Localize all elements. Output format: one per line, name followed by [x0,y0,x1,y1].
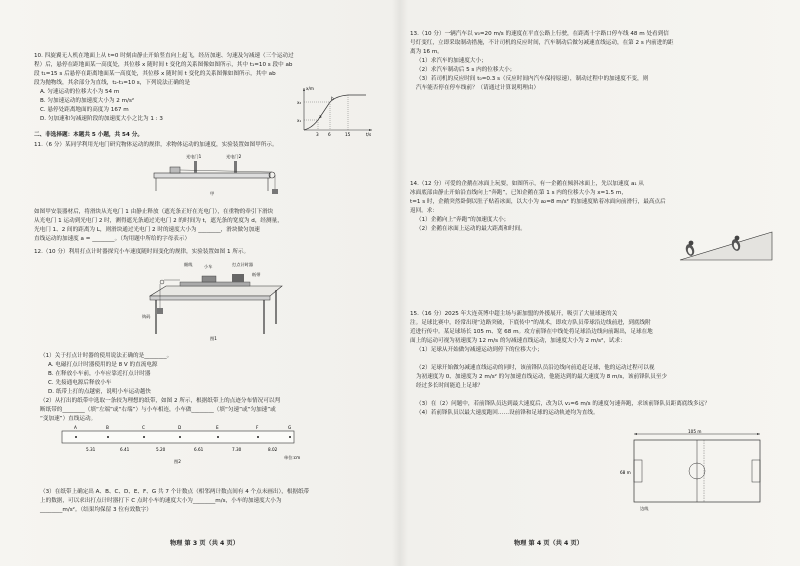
fig12-label-cart: 小车 [204,264,213,269]
q12-part2-line-1: （2）从打出的纸带中选取一条较为理想的纸带，如图 2 所示，根据纸带上的点迹分布情况可以判 [40,398,281,404]
field-sideline-label: 边线 [640,506,649,511]
q12-part2-line-3: “变加速”）直线运动。 [40,416,97,422]
q14-slope-figure [678,226,774,262]
q14-line-2: 冰面底部由静止开始沿直线向上“奔跑”，已知企鹅在第 1 s 内的位移大小为 x=1.5 m， [410,190,627,196]
gate-1-label: 光电门1 [186,154,202,159]
graph-point-b: b [331,96,334,101]
q13-line-2: 号灯变红，立即采取制动措施，不计司机的反应时间，汽车制动后做匀减速直线运动，在第 2 s 内前进的距 [410,40,674,46]
q15-part-1: （1）足球从开始做匀减速运动到停下的位移大小； [416,347,543,353]
gate-2-label: 光电门2 [226,154,242,159]
tape-gap-5: 7.30 [232,447,242,452]
q12-option-c: C. 先接通电源后释放小车 [48,380,112,386]
fig12-caption: 图1 [210,336,217,341]
q11-apparatus-figure [150,151,280,197]
tape-point-e: E [216,425,219,430]
q12-line-1: 12.（10 分）利用打点计时器探究小车速度随时间变化的规律，实验装置如图 1 所示。 [34,249,250,255]
q12-option-d: D. 纸带上打的点越密，说明小车运动越快 [48,389,151,395]
q12-part3-line-1: （3）在纸带上确定出 A、B、C、D、E、F、G 共 7 个计数点（相邻两计数点间有 4 个点未画出），根据纸带 [40,489,310,495]
q10-line-2: 程）后，悬停在距地面某一高度处，其位移 x 随时间 t 变化的关系图像如图所示，其中 t₁=10 s 段中 ab [34,62,293,68]
tape-point-g: G [288,425,292,430]
q13-part-1: （1）求汽车的加速度大小； [416,58,487,64]
tape-gap-3: 5.20 [156,447,166,452]
q12-tape-figure [58,425,308,465]
fig12-label-timer: 打点计时器 [232,262,253,267]
fig11-label: 甲 [210,191,215,196]
q11-line-2: 如图甲安装器材后，将滑块从光电门 1 由静止释放（遮光条正好在光电门），在重物的牵引下滑块 [34,209,274,215]
q12-option-b: B. 在释放小车前，小车应靠近打点计时器 [48,371,151,377]
q11-line-5: 直线运动的加速度 a = ________。（均用题中所给的字母表示） [34,236,191,242]
q12-part3-line-2: 上的数据，可以求出打点计时器打下 C 点时小车的速度大小为________m/s，小车的加速度大小为 [40,498,282,504]
q13-part-3-line-2: 汽车能否停在停车线前？（请通过计算说明理由） [416,85,540,91]
q15-part-2-line-2: 为初速度为 0、加速度为 2 m/s² 的匀加速直线运动，他能达到的最大速度为 8 m/s，该前锋队员至少 [416,374,668,380]
tape-caption: 图2 [174,459,181,464]
tape-gap-2: 6.41 [120,447,130,452]
q14-part-1: （1）企鹅向上“奔跑”的加速度大小； [416,217,510,223]
tape-gap-1: 5.31 [86,447,96,452]
q12-part2-line-2: 断纸带的________（填“左端”或“右端”）与小车相连，小车做________（填“匀速”或“匀加速”或 [40,407,276,413]
tape-gap-6: 8.02 [268,447,278,452]
q15-field-figure [620,429,774,514]
graph-xtick-3: 15 [345,132,351,137]
q10-line-4: 段为抛物线，其余部分为直线，t₂-t₁=10 s，下列说法正确的是 [34,80,191,86]
section-2-heading: 二、非选择题：本题共 5 小题，共 54 分。 [34,132,143,138]
tape-point-c: C [142,425,145,430]
q15-part-2-line-1: （2）足球开始做匀减速直线运动的同时，该前锋队员沿边线向前追赶足球，他的运动过程可以视 [416,365,655,371]
q14-line-4: 返回。求： [410,208,438,214]
q13-line-3: 离为 16 m。 [410,49,443,55]
q11-line-4: 光电门 1、2 间的距离为 L，则滑块通过光电门 2 时的速度大小为 ________，滑块做匀加速 [34,227,260,233]
field-length-label: 105 m [688,429,702,434]
q14-part-2: （2）企鹅在冰面上运动的最大距离和时间。 [416,226,526,232]
q15-line-4: 面上的运动可视为初速度为 12 m/s 的匀减速直线运动，加速度大小为 2 m/s²，试求： [410,338,626,344]
graph-xtick-2: 6 [328,132,331,137]
q10-option-b: B. 匀加速运动的加速度大小为 2 m/s² [40,98,135,104]
tape-gap-4: 6.61 [194,447,204,452]
graph-point-a: a [319,114,322,119]
q15-part-4: （4）若前锋队员以最大速度跑回……设前锋和足球的运动轨迹均为直线。 [416,410,599,416]
q12-option-a: A. 电磁打点计时器使用的是 8 V 的直流电源 [48,362,158,368]
q15-line-2: 注。足球比赛中，经常出现“边路突破，下底传中”的战术，即攻方队员带球沿边线前进，到底线附 [410,320,651,326]
q11-line-1: 11.（6 分）某同学利用光电门研究物体运动的规律，求物体运动的加速度，实验装置如图甲所示。 [34,142,278,148]
tape-point-a: A [74,425,77,430]
graph-xtick-1: 3 [316,132,319,137]
q11-line-3: 从光电门 1 运动到光电门 2 时，测得遮光条通过光电门 2 的时间为 t，遮光条的宽度为 d，经测量， [34,218,283,224]
graph-ytick-1: x₁ [297,118,302,123]
fig12-label-weight: 钩码 [142,314,151,319]
q10-xt-graph [296,86,376,138]
page-4-footer: 物理 第 4 页（共 4 页） [514,540,583,547]
q13-part-3-line-1: （3）若司机的反应时间 t₀=0.3 s（反应时间内汽车保持原速），制动过程中的加速度不变，则 [416,76,649,82]
q12-apparatus-figure [140,258,290,342]
tape-point-d: D [178,425,182,430]
field-width-label: 68 m [620,470,631,475]
graph-xlabel: t/s [366,132,372,137]
q15-line-3: 近进行传中。某足球场长 105 m、宽 68 m。攻方前锋在中线处将足球沿边线向前踢出，足球在地 [410,329,653,335]
q10-line-3: 段 t₁=15 s 后悬停在距离地面某一高度处，其位移 x 随时间 t 变化的关系图像如图所示，其中 ab [34,71,276,77]
q13-part-2: （2）求汽车制动后 5 s 内的位移大小； [416,67,516,73]
q10-option-a: A. 匀速运动的位移大小为 54 m [40,89,120,95]
graph-ylabel: x/m [306,86,314,91]
q14-line-1: 14.（12 分）可爱的企鹅在冰面上玩耍，如图所示，有一企鹅在倾斜冰面上，先以加速度 a₁ 从 [410,181,644,187]
q15-part-3: （3）在（2）问题中，若前锋队员达到最大速度后，改为以 v₁=6 m/s 的速度匀速奔跑，求该前锋队员距离底线多远？ [416,401,710,407]
q15-line-1: 15.（16 分）2025 年大连英博中超主场与新加盟的外援展开，吸引了大量球迷的关 [410,311,618,317]
q14-line-3: t=1 s 时，企鹅突然卧倒以肚子贴着冰面，以大小为 a₂=8 m/s² 的加速度贴着冰面向前滑行，最高点后 [410,199,666,205]
q15-part-2-line-3: 经过多长时间能追上足球？ [416,383,484,389]
fig12-label-rope: 细线 [184,262,193,267]
q10-option-d: D. 匀加速和匀减速阶段的加速度大小之比为 1 : 3 [40,116,163,122]
page-3-footer: 物理 第 3 页（共 4 页） [170,540,239,547]
q10-option-c: C. 悬停处距离地面的高度为 167 m [40,107,129,113]
fig12-label-tape: 纸带 [252,272,261,277]
q12-part3-line-3: ________m/s²。（结果均保留 3 位有效数字） [40,507,152,513]
q12-part1: （1）关于打点计时器的使用说法正确的是________。 [40,353,173,359]
tape-unit: 单位:cm [284,455,301,460]
graph-ytick-2: x₂ [297,100,302,105]
tape-point-f: F [256,425,259,430]
page-4 [402,0,800,566]
q10-line-1: 10. 四旋翼无人机在地面上从 t=0 时刻由静止开始竖直向上起飞，经历加速、匀速及匀减速（三个运动过 [34,53,294,59]
q13-line-1: 13.（10 分）一辆汽车以 v₀=20 m/s 的速度在平直公路上行驶，在距离十字路口停车线 48 m 处看到信 [410,31,669,37]
tape-point-b: B [106,425,109,430]
page-3 [0,0,398,566]
